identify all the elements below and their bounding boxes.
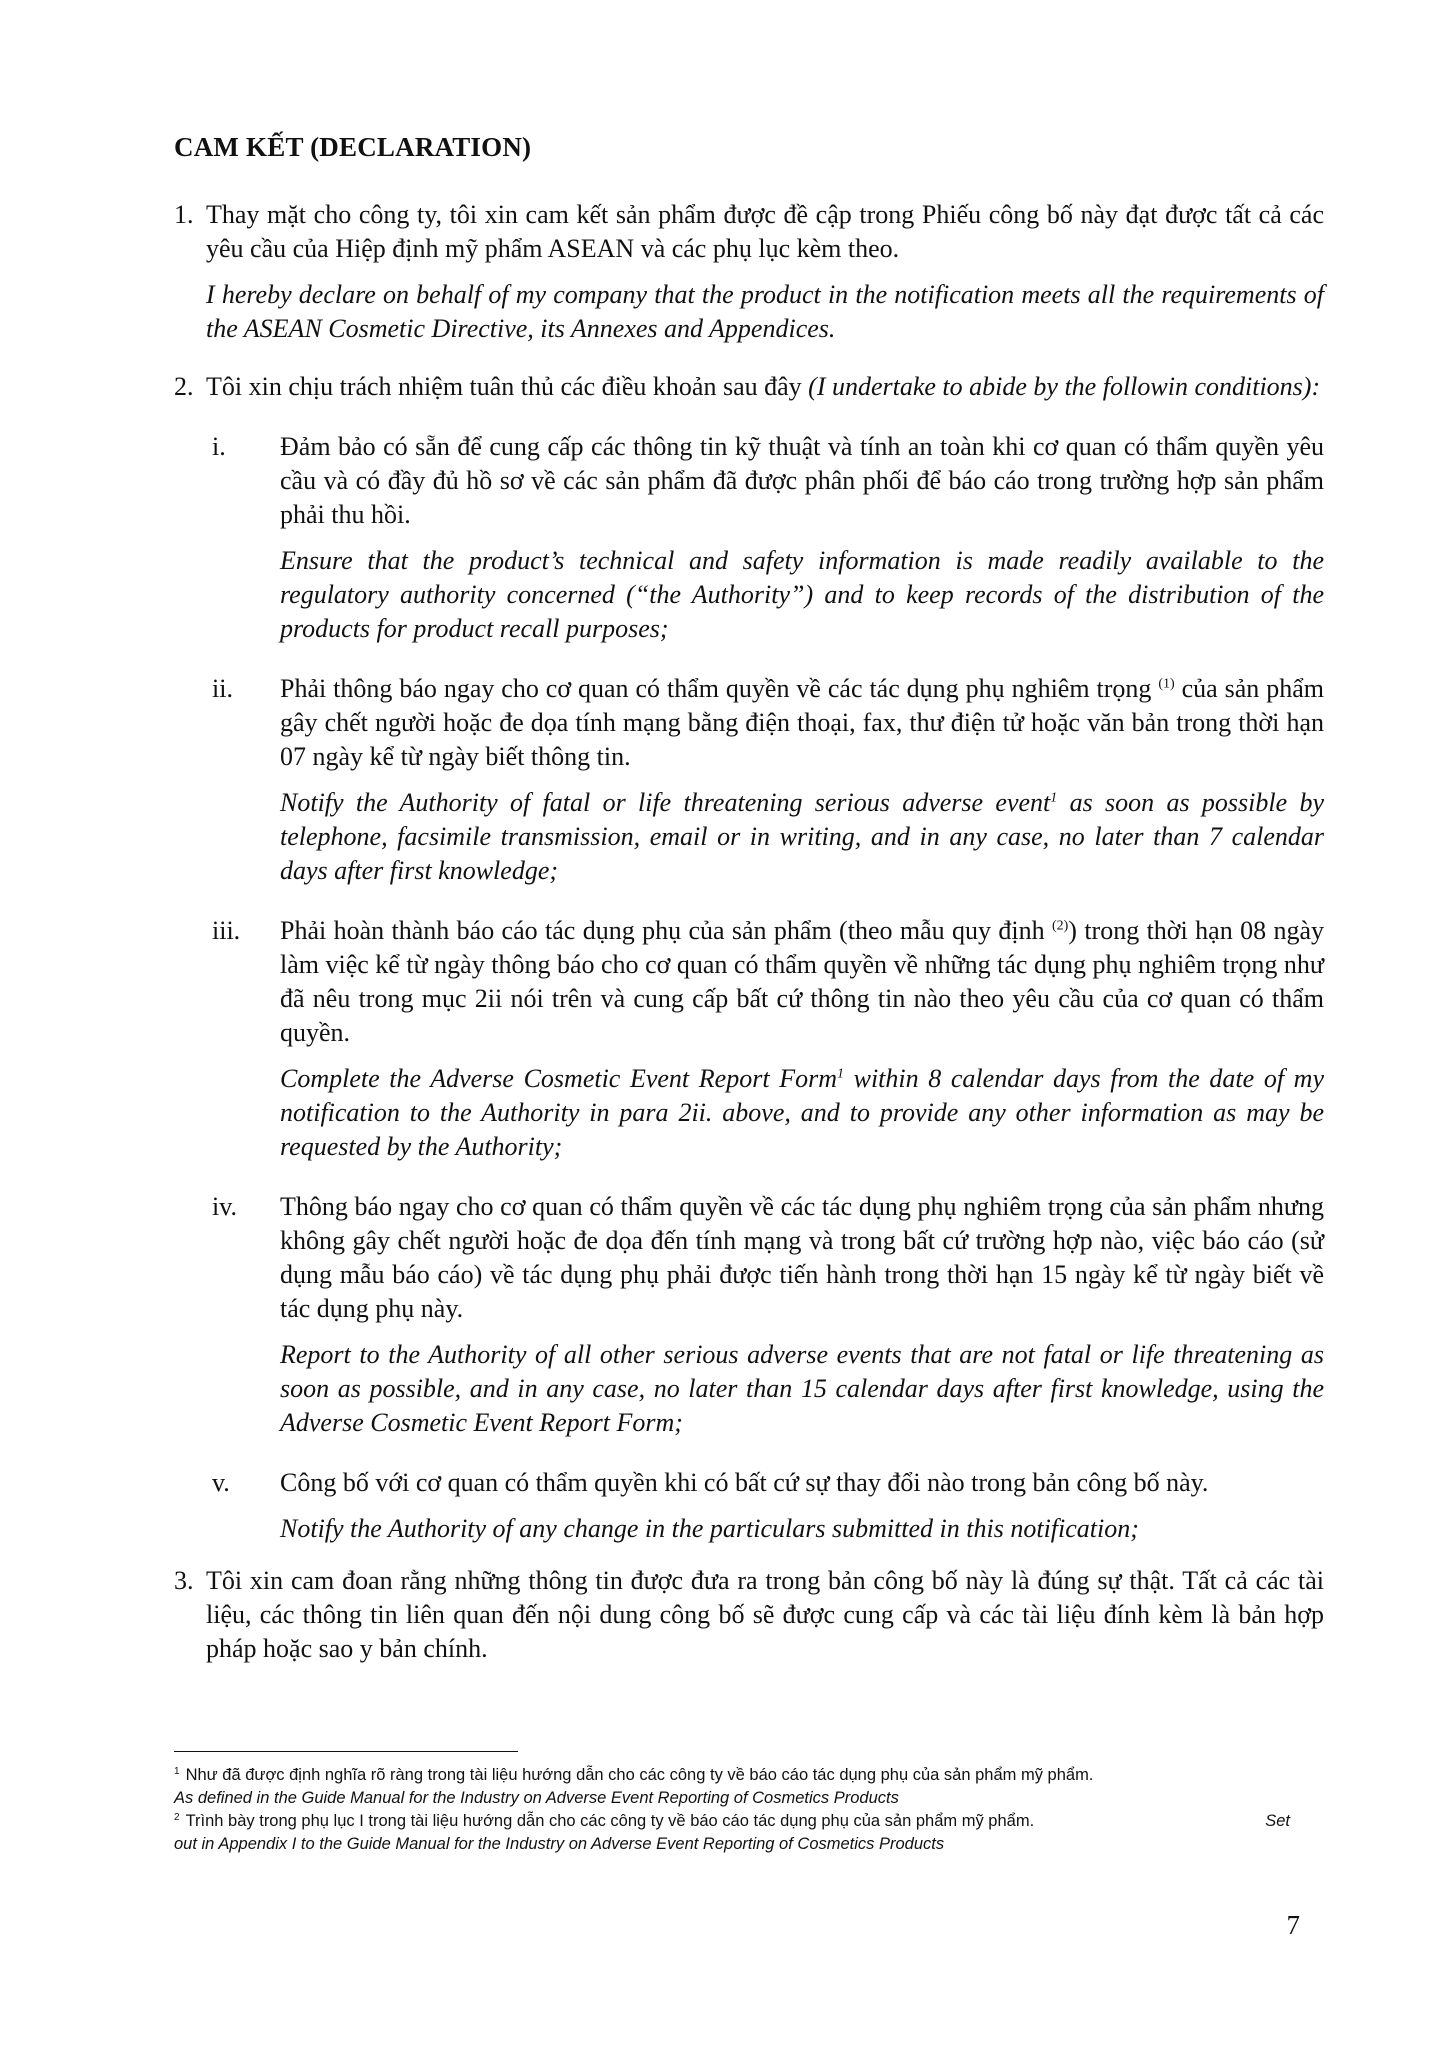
condition-number: iii. [212,916,241,945]
condition-number: ii. [212,674,233,703]
footnote-text: Như đã được định nghĩa rõ ràng trong tài liệu hướng dẫn cho các công ty về báo cáo tác dụng phụ của sản phẩm mỹ phẩm. [185,1766,1094,1784]
item-text-vi: Tôi xin cam đoan rằng những thông tin được đưa ra trong bản công bố này là đúng sự thật. Tất cả các tài liệu, các thông tin liên quan đến nội dung công bố sẽ được cung cấp và các tài liệu đính kèm là bản hợp pháp hoặc sao y bản chính. [206,1566,1324,1663]
condition-text-vi: Công bố với cơ quan có thẩm quyền khi có bất cứ sự thay đổi nào trong bản công bố này. [280,1468,1209,1497]
footnote-marker: 1 [836,1066,844,1082]
item-text-vi-main: Tôi xin chịu trách nhiệm tuân thủ các điều khoản sau đây [206,372,802,401]
footnote-2-en: out in Appendix I to the Guide Manual for the Industry on Adverse Event Reporting of Cosmetics Products [174,1835,945,1853]
condition-text-vi [280,672,1324,774]
declaration-content [174,130,1324,1690]
declaration-item-1 [174,198,1324,358]
footnote-1-vi [174,1764,1324,1787]
item-text-vi [206,370,1324,404]
footnote-2-vi [174,1810,1324,1833]
item-number: 3. [174,1566,194,1595]
footnote-mark: 2 [174,1811,180,1823]
item-text-vi: Thay mặt cho công ty, tôi xin cam kết sản phẩm được đề cập trong Phiếu công bố này đạt được tất cả các yêu cầu của Hiệp định mỹ phẩm ASEAN và các phụ lục kèm theo. [206,200,1324,263]
item-text-en: (I undertake to abide by the followin conditions): [808,372,1321,401]
condition-number: v. [212,1468,230,1497]
footnote-marker: (2) [1051,918,1069,934]
page-title: CAM KẾT (DECLARATION) [174,132,532,162]
text-part: Notify the Authority of fatal or life threatening serious adverse event [280,788,1051,817]
footnotes [174,1764,1324,1856]
footnote-text: Trình bày trong phụ lục I trong tài liệu hướng dẫn cho các công ty về báo cáo tác dụng phụ của sản phẩm mỹ phẩm. [185,1812,1035,1830]
declaration-item-3 [174,1564,1324,1678]
condition-text-vi: Đảm bảo có sẵn để cung cấp các thông tin kỹ thuật và tính an toàn khi cơ quan có thẩm quyền yêu cầu và có đầy đủ hồ sơ về các sản phẩm đã được phân phối để báo cáo trong trường hợp sản phẩm phải thu hồi. [280,432,1324,529]
item-number: 2. [174,372,194,401]
condition-i [174,430,1324,658]
condition-text-vi: Thông báo ngay cho cơ quan có thẩm quyền về các tác dụng phụ nghiêm trọng của sản phẩm nhưng không gây chết người hoặc đe dọa đến tính mạng và trong bất cứ trường hợp nào, việc báo cáo (sử dụng mẫu báo cáo) về tác dụng phụ phải được tiến hành trong thời hạn 15 ngày kể từ ngày biết về tác dụng phụ này. [280,1192,1324,1323]
footnote-marker: 1 [1050,790,1058,806]
condition-number: iv. [212,1192,238,1221]
text-part: ) trong thời hạn 08 ngày làm việc kể từ ngày thông báo cho cơ quan có thẩm quyền về những tác dụng phụ nghiêm trọng như đã nêu trong mục 2ii nói trên và cung cấp bất cứ thông tin nào theo yêu cầu của cơ quan có thẩm quyền. [280,916,1324,1047]
item-text-en: I hereby declare on behalf of my company that the product in the notification meets all the requirements of the ASEAN Cosmetic Directive, its Annexes and Appendices. [206,280,1324,343]
page-number: 7 [1286,1910,1300,1940]
text-part: within 8 calendar days from the date of my notification to the Authority in para 2ii. above, and to provide any other information as may be requested by the Authority; [280,1064,1324,1161]
text-part: Complete the Adverse Cosmetic Event Report Form [280,1064,837,1093]
condition-ii [174,672,1324,900]
footnote-mark: 1 [174,1765,180,1777]
condition-text-en [280,1062,1324,1164]
condition-text-vi [280,914,1324,1050]
condition-text-en [280,786,1324,888]
condition-iii [174,914,1324,1176]
text-part: as soon as possible by telephone, facsimile transmission, email or in writing, and in any case, no later than 7 calendar days after first knowledge; [280,788,1324,885]
condition-text-en: Report to the Authority of all other serious adverse events that are not fatal or life threatening as soon as possible, and in any case, no later than 15 calendar days after first knowledge, using the Adverse Cosmetic Event Report Form; [280,1340,1324,1437]
condition-v [174,1466,1324,1558]
footnote-marker: (1) [1158,676,1175,692]
text-part: của sản phẩm gây chết người hoặc đe dọa tính mạng bằng điện thoại, fax, thư điện tử hoặc văn bản trong thời hạn 07 ngày kể từ ngày biết thông tin. [280,674,1325,771]
condition-text-en: Ensure that the product’s technical and safety information is made readily available to the regulatory authority concerned (“the Authority”) and to keep records of the distribution of the products for product recall purposes; [280,546,1324,643]
condition-iv [174,1190,1324,1452]
item-number: 1. [174,200,194,229]
text-part: Phải thông báo ngay cho cơ quan có thẩm quyền về các tác dụng phụ nghiêm trọng [280,674,1152,703]
text-part: Phải hoàn thành báo cáo tác dụng phụ của sản phẩm (theo mẫu quy định [280,916,1045,945]
footnote-divider [174,1751,518,1752]
footnote-text-en-start: Set [1265,1812,1290,1830]
footnote-1-en: As defined in the Guide Manual for the Industry on Adverse Event Reporting of Cosmetics Products [174,1789,899,1807]
condition-number: i. [212,432,226,461]
declaration-item-2 [174,370,1324,416]
condition-text-en: Notify the Authority of any change in the particulars submitted in this notification; [280,1514,1139,1543]
